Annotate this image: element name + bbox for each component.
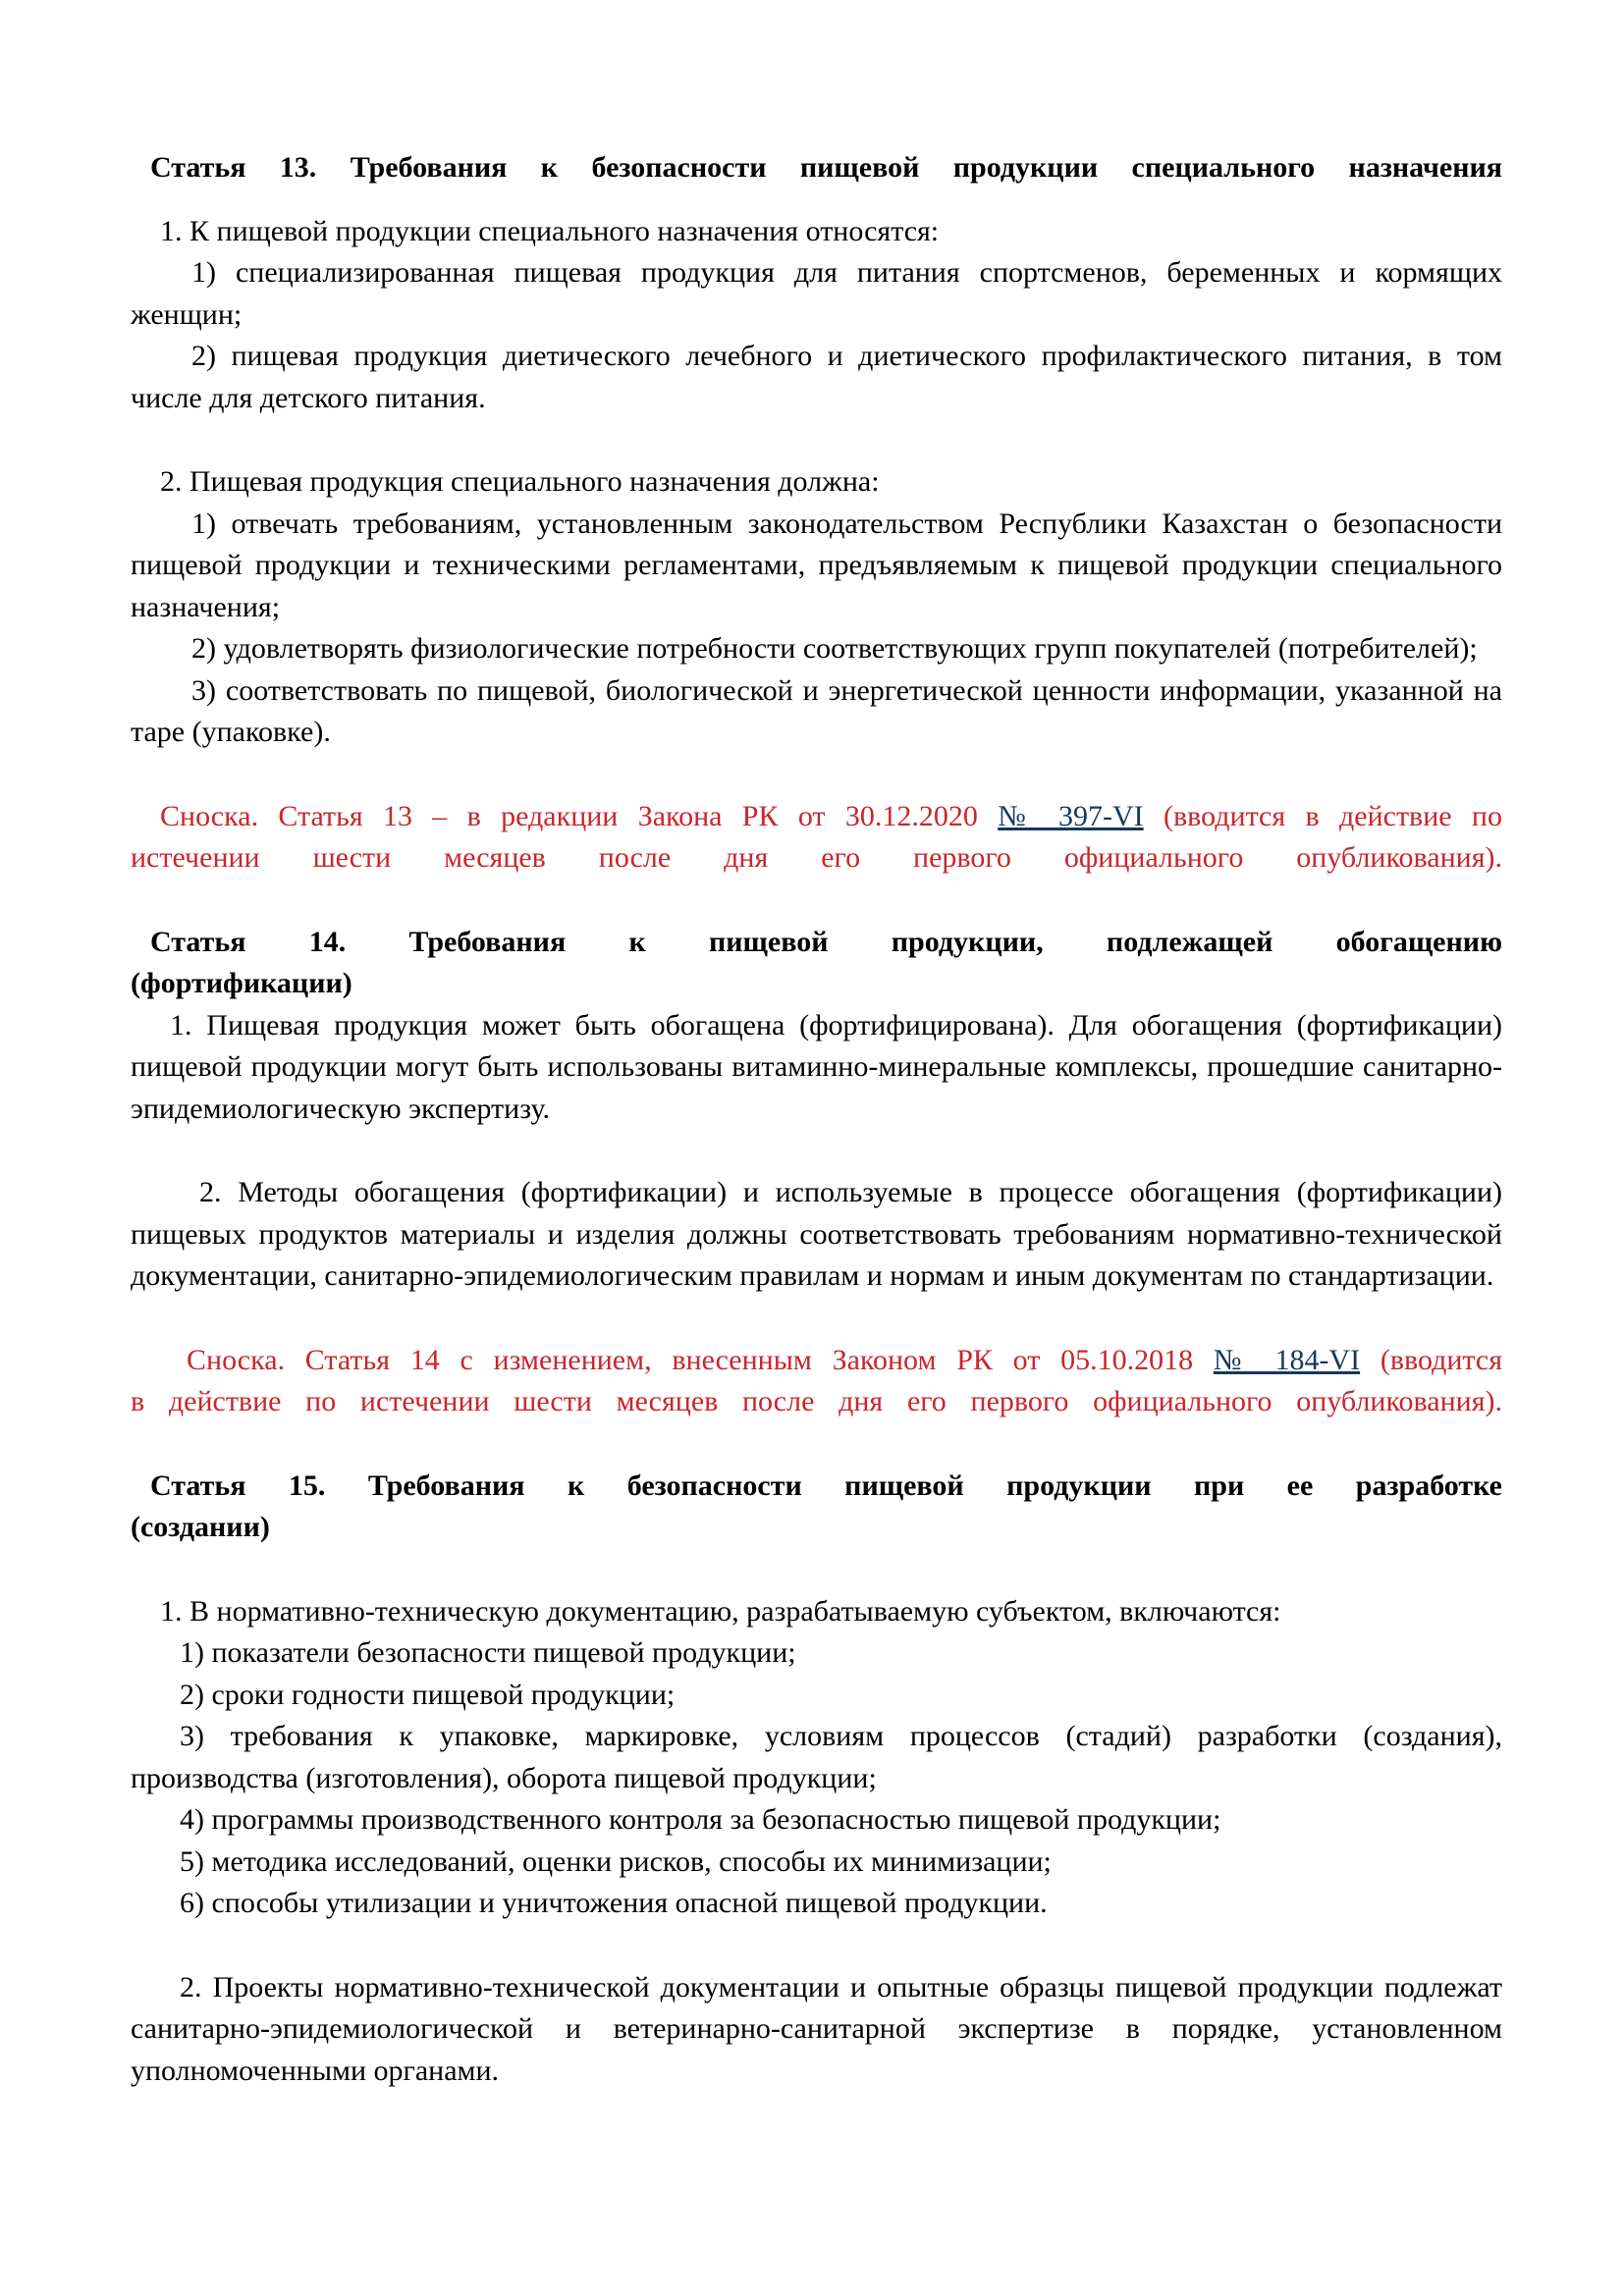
article-13-clause-2-item-3: 3) соответствовать по пищевой, биологической и энергетической ценности информации, указанной на таре (упаковке).: [131, 673, 1502, 748]
article-14-clause-1: 1. Пищевая продукция может быть обогащена (фортифицирована). Для обогащения (фортификации) пищевой продукции могут быть использованы витаминно-минеральные комплексы, прошедшие санитарно-эпидемиологическую экспертизу.: [131, 1008, 1502, 1125]
article-13-heading: Статья 13. Требования к безопасности пищевой продукции специального назначения: [150, 151, 1502, 184]
article-15-heading-line-2: (создании): [131, 1511, 270, 1543]
article-13-clause-2-item-2: 2) удовлетворять физиологические потребности соответствующих групп покупателей (потребителей);: [191, 632, 1478, 665]
article-15-clause-1-item-4: 4) программы производственного контроля за безопасностью пищевой продукции;: [180, 1803, 1221, 1836]
article-14-heading-line-2: (фортификации): [131, 967, 352, 999]
article-13-footnote: [131, 796, 1502, 880]
article-14-clause-2: 2. Методы обогащения (фортификации) и используемые в процессе обогащения (фортификации) пищевых продуктов материалы и изделия должны соответствовать требованиям нормативно-технической документации, санитарно-эпидемиологическим правилам и нормам и иным документам по стандартизации.: [131, 1176, 1502, 1292]
footnote-line: [131, 1340, 1502, 1382]
article-13-clause-2-item-1: 1) отвечать требованиям, установленным законодательством Республики Казахстан о безопасности пищевой продукции и техническими регламентами, предъявляемым к пищевой продукции специального назначения;: [131, 507, 1502, 623]
footnote-text: Сноска. Статья 14 с изменением, внесенным Законом РК от 05.10.2018: [187, 1343, 1214, 1376]
article-13-clause-1: 1. К пищевой продукции специального назначения относятся:: [160, 214, 940, 247]
article-15-clause-1-item-1: 1) показатели безопасности пищевой продукции;: [180, 1636, 796, 1669]
footnote-text: (вводится: [1360, 1343, 1502, 1376]
article-15-clause-1: 1. В нормативно-техническую документацию, разрабатываемую субъектом, включаются:: [160, 1594, 1281, 1628]
article-14-heading: [131, 922, 1502, 1005]
article-14-heading-line-1: Статья 14. Требования к пищевой продукции, подлежащей обогащению: [150, 925, 1502, 958]
footnote-text: (вводится в действие по: [1143, 799, 1502, 832]
law-link-184-vi[interactable]: № 184-VI: [1213, 1343, 1361, 1376]
footnote-line: [131, 796, 1502, 838]
article-15-heading-line-1: Статья 15. Требования к безопасности пищевой продукции при ее разработке: [150, 1468, 1502, 1502]
footnote-line: истечении шести месяцев после дня его первого официального опубликования).: [131, 841, 1502, 874]
article-13-clause-1-item-2: 2) пищевая продукция диетического лечебного и диетического профилактического питания, в том числе для детского питания.: [131, 340, 1502, 414]
article-15-heading: [131, 1466, 1502, 1549]
article-13-clause-1-item-1: 1) специализированная пищевая продукция для питания спортсменов, беременных и кормящих женщин;: [131, 256, 1502, 331]
article-15-clause-1-item-5: 5) методика исследований, оценки рисков, способы их минимизации;: [180, 1844, 1052, 1878]
article-14-footnote: [131, 1340, 1502, 1423]
article-15-clause-1-item-3: 3) требования к упаковке, маркировке, условиям процессов (стадий) разработки (создания), производства (изготовления), оборота пищевой продукции;: [131, 1720, 1502, 1794]
article-15-clause-1-item-2: 2) сроки годности пищевой продукции;: [180, 1678, 676, 1711]
article-15-clause-1-item-6: 6) способы утилизации и уничтожения опасной пищевой продукции.: [180, 1887, 1048, 1919]
article-15-clause-2: 2. Проекты нормативно-технической документации и опытные образцы пищевой продукции подлежат санитарно-эпидемиологической и ветеринарно-санитарной экспертизе в порядке, установленном уполномоченными органами.: [131, 1970, 1502, 2087]
footnote-text: Сноска. Статья 13 – в редакции Закона РК от 30.12.2020: [160, 799, 999, 832]
article-13-clause-2: 2. Пищевая продукция специального назначения должна:: [160, 465, 880, 498]
law-link-397-vi[interactable]: № 397-VI: [998, 799, 1144, 832]
footnote-line: в действие по истечении шести месяцев после дня его первого официального опубликования).: [131, 1385, 1502, 1417]
